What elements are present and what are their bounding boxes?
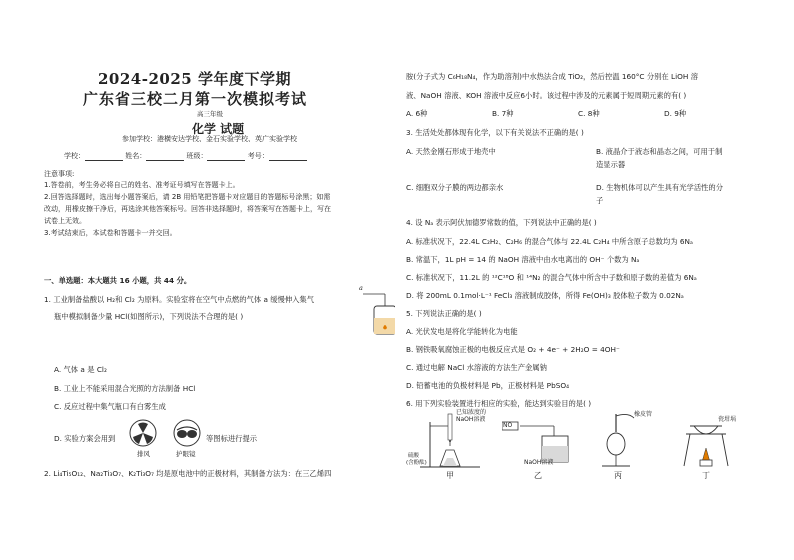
goggles-icon xyxy=(172,418,202,448)
option-3b-cont: 造显示器 xyxy=(596,160,626,169)
option-1b: B. 工业上不能采用混合光照的方法制备 HCl xyxy=(54,384,196,393)
id-blank[interactable] xyxy=(269,153,307,161)
option-3d-cont: 子 xyxy=(596,196,604,205)
option-2d: D. 9种 xyxy=(664,109,687,118)
jia-label-top1: 已知浓度的 xyxy=(456,409,487,416)
subject-title: 化学 试题 xyxy=(192,122,245,136)
option-1d-tail: 等图标进行提示 xyxy=(206,434,258,443)
option-1d: D. 实验方案会用到 xyxy=(54,434,116,443)
option-5a: A. 光伏发电是将化学能转化为电能 xyxy=(406,327,518,336)
section-title: 一、单选题：本大题共 16 小题，共 44 分。 xyxy=(44,276,192,285)
note-item: 2.回答选择题时，选出每小题答案后，请 2B 用铅笔把答题卡对应题目的答题标号涂黑；如需 xyxy=(44,193,331,201)
note-item: 试卷上无效。 xyxy=(44,217,86,225)
year-heading: 2024-2025 学年度下学期 xyxy=(98,70,291,88)
question-4-stem: 4. 设 Nₐ 表示阿伏加德罗常数的值，下列说法中正确的是( ) xyxy=(406,218,597,227)
left-column xyxy=(44,0,396,560)
school-field-label: 学校： xyxy=(64,152,85,160)
participating-schools: 参加学校：港横安达学校、金石实验学校、英广实验学校 xyxy=(122,135,297,143)
option-2c: C. 8种 xyxy=(578,109,600,118)
question-1-stem: 1. 工业制备盐酸以 H₂和 Cl₂ 为原料。实验室将在空气中点燃的气体 a 缓慢伸入集气 xyxy=(44,295,315,304)
caption-bing: 丙 xyxy=(614,471,622,480)
question-2-stem: 2. Li₄Ti₅O₁₂、Na₂Ti₃O₇、K₂Ti₃O₇ 均是原电池中的正极材料，其制备方法为：在三乙烯四 xyxy=(44,469,332,478)
id-field-label: 考号： xyxy=(247,152,269,160)
note-item: 改动，用橡皮擦干净后，再选涂其他答案标号。回答非选择题时，将答案写在答题卡上，写在 xyxy=(44,205,331,213)
option-3c: C. 细胞双分子膜的两边都亲水 xyxy=(406,183,504,192)
option-5b: B. 钢铁吸氧腐蚀正极的电极反应式是 O₂ + 4e⁻ + 2H₂O = 4OH⁻ xyxy=(406,345,620,354)
question-2-stem-cont2: 液、NaOH 溶液、KOH 溶液中反应6小时。该过程中涉及的元素属于短周期元素的有( ) xyxy=(406,91,687,100)
option-4d: D. 将 200mL 0.1mol·L⁻¹ FeCl₃ 溶液制成胶体，所得 Fe(OH)₃ 胶体粒子数为 0.02Nₐ xyxy=(406,291,684,300)
note-item: 3.考试结束后，本试卷和答题卡一并交回。 xyxy=(44,229,177,237)
option-3d: D. 生物机体可以产生具有光学活性的分 xyxy=(596,183,724,192)
option-4c: C. 标准状况下，11.2L 的 ¹²C¹⁸O 和 ¹⁴N₂ 的混合气体中所含中子数和原子数的差值为 6Nₐ xyxy=(406,273,697,282)
option-3a: A. 天然金刚石形成于地壳中 xyxy=(406,147,496,156)
question-5-stem: 5. 下列说法正确的是( ) xyxy=(406,309,482,318)
right-column xyxy=(406,0,754,560)
exam-heading: 广东省三校二月第一次模拟考试 xyxy=(83,90,308,108)
question-6-stem: 6. 用下列实验装置进行相应的实验，能达到实验目的是( ) xyxy=(406,399,592,408)
bing-tube-label: 橡皮管 xyxy=(634,411,653,418)
option-2a: A. 6种 xyxy=(406,109,428,118)
question-2-stem-cont: 胺(分子式为 C₆H₁₈N₄，作为助溶剂)中水热法合成 TiO₂，然后控温 160°C 分别在 LiOH 溶 xyxy=(406,72,698,81)
notes-title: 注意事项: xyxy=(44,170,75,178)
option-4a: A. 标准状况下，22.4L C₂H₂、C₂H₆ 的混合气体与 22.4L C₂H₄ 中所含原子总数均为 6Nₐ xyxy=(406,237,693,246)
caption-yi: 乙 xyxy=(534,471,542,480)
class-field-label: 班级： xyxy=(186,152,208,160)
option-5d: D. 铅蓄电池的负极材料是 Pb，正极材料是 PbSO₄ xyxy=(406,381,570,390)
name-blank[interactable] xyxy=(146,153,184,161)
ding-top-label: 瓷坩埚 xyxy=(718,416,737,423)
ventilation-label: 排风 xyxy=(137,450,150,458)
class-blank[interactable] xyxy=(207,153,245,161)
ventilation-icon xyxy=(128,418,158,448)
jia-label-side2: (含酚酞) xyxy=(406,460,427,466)
option-3b: B. 液晶介于液态和晶态之间，可用于制 xyxy=(596,147,723,156)
question-3-stem: 3. 生活处处都体现有化学，以下有关说法不正确的是( ) xyxy=(406,128,584,137)
option-1c: C. 反应过程中集气瓶口有白雾生成 xyxy=(54,402,166,411)
option-5c: C. 通过电解 NaCl 水溶液的方法生产金属钠 xyxy=(406,363,547,372)
note-item: 1.答卷前，考生务必将自己的姓名、准考证号填写在答题卡上。 xyxy=(44,181,240,189)
question-1-stem-cont: 瓶中模拟制备少量 HCl(如图所示)，下列说法不合理的是( ) xyxy=(54,312,244,321)
name-field-label: 姓名： xyxy=(125,152,147,160)
option-4b: B. 常温下，1L pH = 14 的 NaOH 溶液中由水电离出的 OH⁻ 个数为 Nₐ xyxy=(406,255,640,264)
school-blank[interactable] xyxy=(85,153,123,161)
caption-ding: 丁 xyxy=(702,471,710,480)
option-1a: A. 气体 a 是 Cl₂ xyxy=(54,365,107,374)
jia-label-side1: 硫酸 xyxy=(408,453,420,459)
yi-liquid-label: NaOH溶液 xyxy=(524,459,554,466)
goggles-label: 护眼镜 xyxy=(176,450,196,458)
caption-jia: 甲 xyxy=(446,471,454,480)
grade-label: 高三年级 xyxy=(197,110,223,118)
yi-gas-label: NO xyxy=(503,422,513,429)
gas-jar-figure xyxy=(359,288,395,338)
student-info-line xyxy=(64,152,307,161)
gas-a-label: a xyxy=(359,284,363,292)
jia-label-top2: NaOH溶液 xyxy=(456,416,486,423)
option-2b: B. 7种 xyxy=(492,109,514,118)
apparatus-bing xyxy=(594,410,653,468)
